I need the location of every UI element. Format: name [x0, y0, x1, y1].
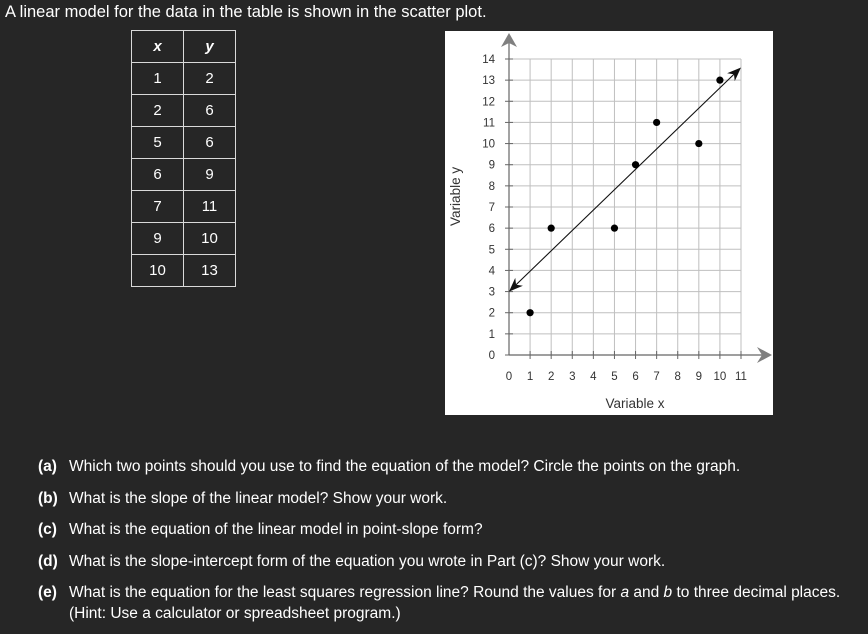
- question-list: [38, 456, 848, 634]
- question-text-run: to three decimal places. (Hint: Use a calculator or spreadsheet program.): [69, 584, 841, 622]
- y-tick-label: 1: [488, 328, 495, 341]
- question-label: (d): [38, 552, 58, 570]
- grid: [509, 59, 741, 355]
- question-a: [38, 456, 848, 477]
- question-label: (c): [38, 521, 57, 538]
- table-cell-x: 10: [132, 255, 184, 287]
- data-point: [548, 225, 555, 232]
- data-point: [611, 225, 618, 232]
- y-tick-label: 6: [488, 223, 495, 236]
- y-tick-label: 10: [482, 138, 495, 151]
- question-text: [69, 584, 840, 622]
- table-header-x: x: [132, 31, 184, 63]
- y-axis-title: Variable y: [448, 166, 463, 226]
- question-variable: a: [620, 584, 630, 601]
- x-tick-label: 7: [653, 371, 660, 383]
- question-text: [69, 521, 483, 538]
- x-tick-label: 0: [505, 371, 513, 383]
- data-point: [632, 161, 639, 168]
- table-row: [132, 127, 236, 159]
- y-tick-label: 12: [482, 96, 495, 109]
- data-point: [716, 77, 723, 84]
- model-line: [513, 72, 736, 288]
- x-axis-title: Variable x: [605, 396, 665, 411]
- table-cell-y: 6: [184, 127, 236, 159]
- table-row: [132, 191, 236, 223]
- table-cell-x: 7: [132, 191, 184, 223]
- table-row: [132, 159, 236, 191]
- table-cell-x: 5: [132, 127, 184, 159]
- y-tick-label: 3: [488, 286, 495, 299]
- question-text-run: Which two points should you use to find the equation of the model? Circle the points on the graph.: [69, 458, 741, 475]
- scatter-plot-svg: [445, 31, 773, 415]
- table-cell-y: 9: [184, 159, 236, 191]
- question-text-run: and: [629, 584, 664, 601]
- x-tick-label: 2: [547, 371, 555, 383]
- y-tick-label: 4: [488, 265, 495, 278]
- data-point: [526, 309, 533, 316]
- question-e: [38, 582, 848, 624]
- table-cell-y: 13: [184, 255, 236, 287]
- x-tick-label: 6: [632, 371, 639, 383]
- question-label: (b): [38, 489, 58, 507]
- table-row: [132, 95, 236, 127]
- question-text-run: What is the slope-intercept form of the equation you wrote in Part (c)? Show your work.: [69, 552, 666, 570]
- question-label: (e): [38, 584, 57, 601]
- table-cell-x: 2: [132, 95, 184, 127]
- y-tick-label: 7: [488, 202, 495, 214]
- x-tick-label: 11: [735, 371, 747, 383]
- table-cell-y: 6: [184, 95, 236, 127]
- table-cell-y: 10: [184, 223, 236, 255]
- scatter-plot: [445, 31, 773, 415]
- x-tick-label: 3: [569, 371, 576, 383]
- table-cell-x: 1: [132, 63, 184, 95]
- axis-labels: [448, 54, 747, 411]
- question-text-run: What is the equation of the linear model in point-slope form?: [69, 521, 483, 538]
- y-tick-label: 8: [488, 180, 495, 193]
- x-tick-label: 1: [526, 371, 534, 383]
- table-cell-x: 9: [132, 223, 184, 255]
- table-header-y: y: [184, 31, 236, 63]
- question-text: [69, 458, 740, 475]
- y-tick-label: 5: [488, 244, 495, 257]
- x-tick-label: 8: [674, 371, 681, 383]
- question-text-run: What is the equation for the least squares regression line? Round the values for: [69, 584, 621, 601]
- y-tick-label: 13: [482, 75, 495, 88]
- y-tick-label: 14: [482, 54, 495, 66]
- data-point: [653, 119, 660, 126]
- y-tick-label: 0: [488, 350, 495, 362]
- question-text: [69, 490, 447, 507]
- intro-text: A linear model for the data in the table is shown in the scatter plot.: [5, 3, 487, 21]
- y-tick-label: 9: [488, 159, 495, 172]
- table-header-row: [132, 31, 236, 63]
- x-tick-label: 5: [611, 371, 618, 383]
- question-text: [69, 553, 665, 570]
- x-tick-label: 10: [713, 371, 727, 383]
- table-row: [132, 63, 236, 95]
- question-b: [38, 488, 848, 509]
- table-cell-y: 11: [184, 191, 236, 223]
- axes: [501, 33, 772, 363]
- question-d: [38, 551, 848, 572]
- question-c: [38, 519, 848, 540]
- question-text-run: What is the slope of the linear model? Show your work.: [69, 489, 448, 507]
- question-label: (a): [38, 458, 57, 475]
- data-point: [695, 140, 702, 147]
- table-cell-y: 2: [184, 63, 236, 95]
- x-tick-label: 4: [590, 371, 597, 383]
- table-row: [132, 223, 236, 255]
- x-tick-label: 9: [695, 371, 703, 383]
- y-tick-label: 2: [488, 307, 495, 320]
- question-variable: b: [663, 584, 673, 601]
- table-row: [132, 255, 236, 287]
- table-cell-x: 6: [132, 159, 184, 191]
- data-table: [131, 30, 236, 287]
- y-tick-label: 11: [483, 117, 495, 130]
